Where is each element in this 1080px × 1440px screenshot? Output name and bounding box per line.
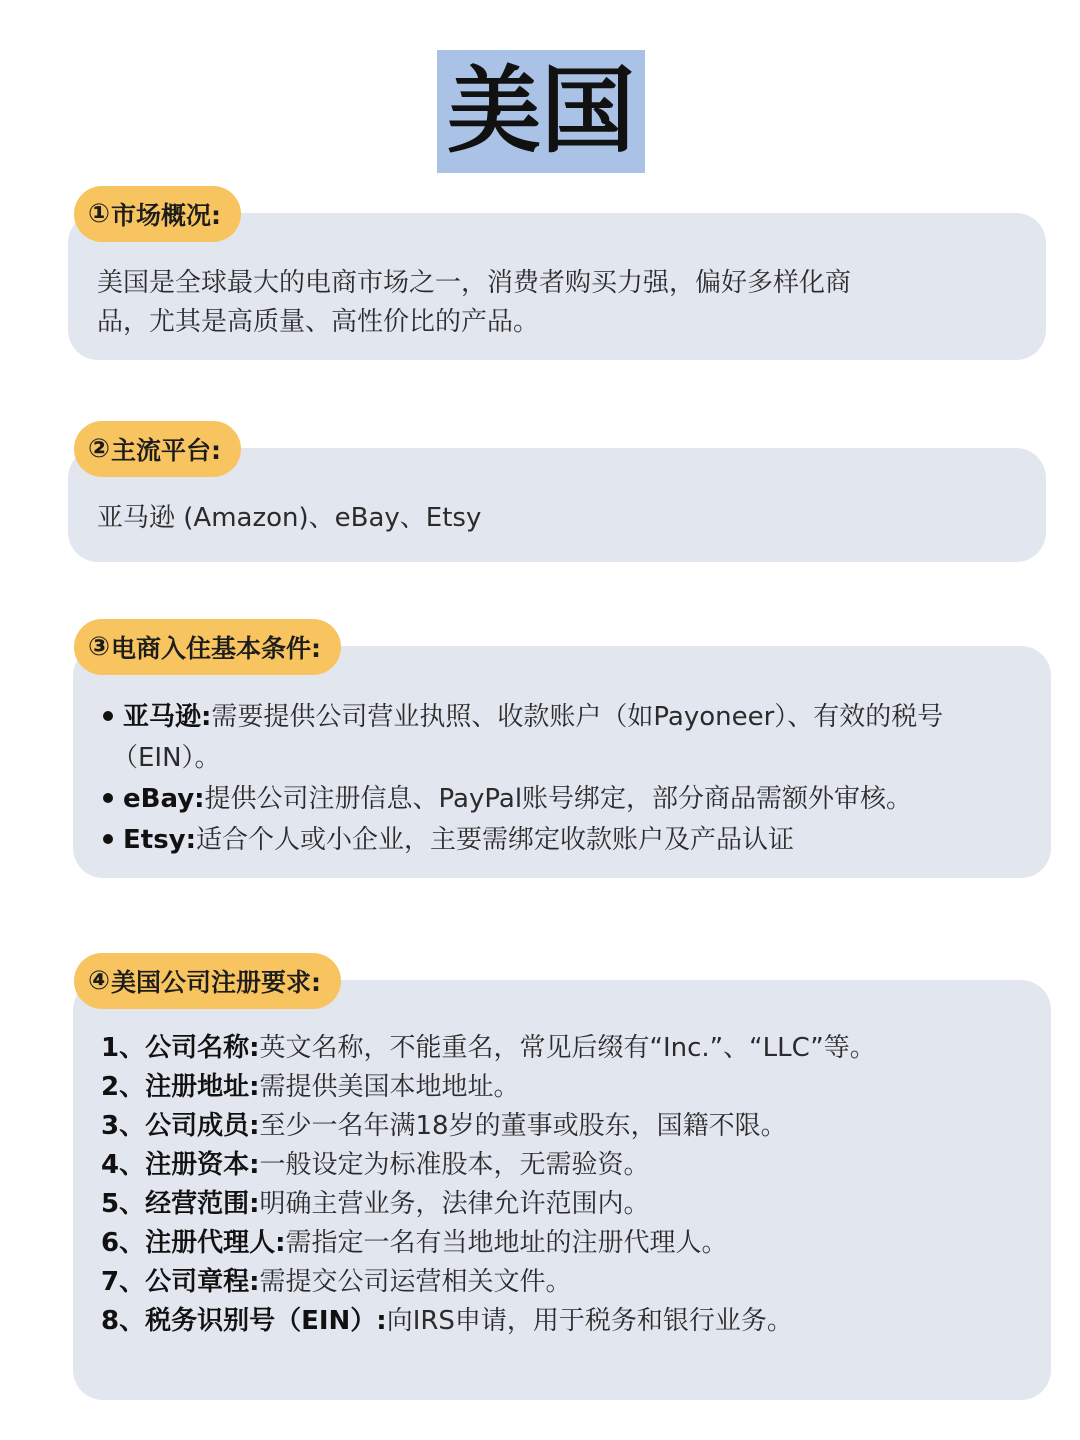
item-number: 7、 xyxy=(101,1267,146,1297)
item-number: 8、 xyxy=(101,1306,146,1336)
section-number: ③ xyxy=(88,632,111,662)
item-text: 需指定一名有当地地址的注册代理人。 xyxy=(285,1228,728,1258)
page-title: 美国 xyxy=(446,56,635,166)
item-number: 4、 xyxy=(101,1150,146,1180)
section-badge-platforms xyxy=(74,421,241,477)
section-number: ① xyxy=(88,199,111,229)
item-text: 需提交公司运营相关文件。 xyxy=(259,1267,572,1297)
item-label: 税务识别号（EIN）: xyxy=(145,1306,387,1336)
item-label: 经营范围: xyxy=(145,1189,260,1219)
item-text: 明确主营业务，法律允许范围内。 xyxy=(259,1189,650,1219)
platforms-line: 亚马逊 (Amazon)、eBay、Etsy xyxy=(97,503,482,533)
item-label: 公司名称: xyxy=(145,1033,260,1063)
registration-item xyxy=(101,1029,876,1068)
registration-item xyxy=(101,1107,787,1146)
bullet-dot xyxy=(103,834,113,844)
bullet-dot xyxy=(103,711,113,721)
item-label: 注册地址: xyxy=(145,1072,260,1102)
section-badge-registration xyxy=(74,953,341,1009)
registration-item xyxy=(101,1224,728,1263)
item-label: 公司成员: xyxy=(145,1111,260,1141)
item-label: 注册代理人: xyxy=(145,1228,286,1258)
registration-item xyxy=(101,1068,520,1107)
item-text: 一般设定为标准股本，无需验资。 xyxy=(259,1150,650,1180)
bullet-label: eBay: xyxy=(123,784,205,814)
section-badge-conditions xyxy=(74,619,341,675)
item-number: 1、 xyxy=(101,1033,146,1063)
registration-item xyxy=(101,1263,572,1302)
bullet-text: 提供公司注册信息、PayPal账号绑定，部分商品需额外审核。 xyxy=(204,784,913,814)
item-text: 至少一名年满18岁的董事或股东，国籍不限。 xyxy=(259,1111,787,1141)
bullet-item-etsy xyxy=(103,820,794,860)
page-title-box xyxy=(437,50,645,173)
item-number: 6、 xyxy=(101,1228,146,1258)
item-label: 公司章程: xyxy=(145,1267,260,1297)
bullet-item-ebay xyxy=(103,779,912,819)
bullet-item-amazon-continuation: （EIN）。 xyxy=(112,743,221,773)
item-label: 注册资本: xyxy=(145,1150,260,1180)
section-number: ② xyxy=(88,434,111,464)
bullet-dot xyxy=(103,793,113,803)
registration-item xyxy=(101,1146,650,1185)
item-text: 英文名称，不能重名，常见后缀有“Inc.”、“LLC”等。 xyxy=(259,1033,876,1063)
item-text: 需提供美国本地地址。 xyxy=(259,1072,520,1102)
item-number: 2、 xyxy=(101,1072,146,1102)
item-number: 3、 xyxy=(101,1111,146,1141)
market-overview-line-2: 品，尤其是高质量、高性价比的产品。 xyxy=(97,307,540,337)
bullet-item-amazon xyxy=(103,697,943,737)
section-badge-market-overview xyxy=(74,186,241,242)
bullet-label: 亚马逊: xyxy=(123,702,212,732)
section-number: ④ xyxy=(88,966,111,996)
section-heading: 电商入住基本条件: xyxy=(111,634,322,663)
registration-item xyxy=(101,1185,650,1224)
section-heading: 主流平台: xyxy=(111,436,222,465)
section-heading: 美国公司注册要求: xyxy=(111,968,322,997)
item-text: 向IRS申请，用于税务和银行业务。 xyxy=(386,1306,793,1336)
section-heading: 市场概况: xyxy=(111,201,222,230)
bullet-text: 适合个人或小企业，主要需绑定收款账户及产品认证 xyxy=(196,825,795,855)
bullet-label: Etsy: xyxy=(123,825,197,855)
bullet-text: 需要提供公司营业执照、收款账户（如Payoneer）、有效的税号 xyxy=(211,702,944,732)
market-overview-line-1: 美国是全球最大的电商市场之一，消费者购买力强，偏好多样化商 xyxy=(97,268,852,298)
registration-item xyxy=(101,1302,793,1341)
item-number: 5、 xyxy=(101,1189,146,1219)
